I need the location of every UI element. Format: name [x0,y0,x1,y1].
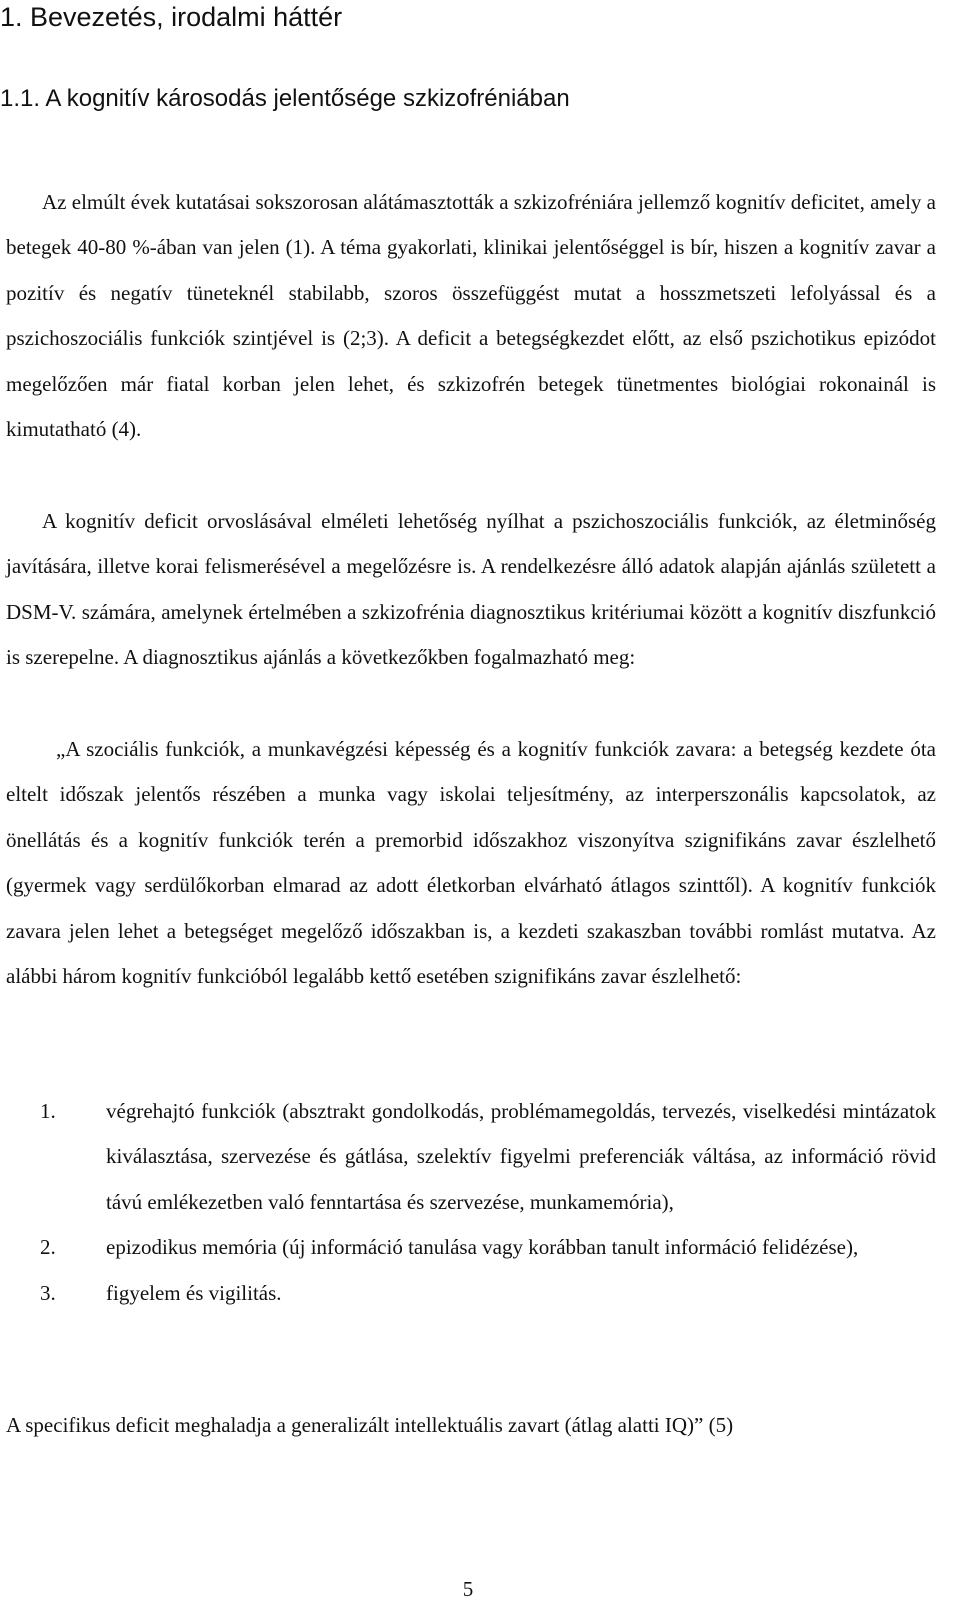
section-heading: 1. Bevezetés, irodalmi háttér [0,2,343,32]
list-item-text: végrehajtó funkciók (absztrakt gondolkodás, problémamegoldás, tervezés, viselkedési mintázatok kiválasztása, szervezése és gátlása, szelektív figyelmi preferenciák váltása, az információ rövid távú emlékezetben való fenntartása és szervezése, munkamemória), [106,1099,936,1214]
closing-sentence: A specifikus deficit meghaladja a generalizált intellektuális zavart (átlag alatti IQ)” (5) [6,1413,734,1437]
list-item-number: 1. [40,1099,56,1123]
list-item-number: 2. [40,1235,56,1260]
page-number: 5 [462,1577,474,1601]
list-item-text: epizodikus memória (új információ tanulása vagy korábban tanult információ felidézése), [106,1235,859,1260]
subsection-heading: 1.1. A kognitív károsodás jelentősége szkizofréniában [0,85,570,112]
cognitive-functions-list [6,1089,936,1316]
paragraph-quote: „A szociális funkciók, a munkavégzési képesség és a kognitív funkciók zavara: a betegség kezdete óta eltelt időszak jelentős részében a munka vagy iskolai teljesítmény, az interperszonális kapcsolatok, az önellátás és a kognitív funkciók terén a premorbid időszakhoz viszonyítva szignifikáns zavar észlelhető (gyermek vagy serdülőkorban elmarad az adott életkorban elvárható átlagos szinttől). A kognitív funkciók zavara jelen lehet a betegséget megelőző időszakban is, a kezdeti szakaszban további romlást mutatva. Az alábbi három kognitív funkcióból legalább kettő esetében szignifikáns zavar észlelhető: [6,737,936,989]
list-item [6,1271,936,1316]
list-item-number: 3. [40,1280,56,1305]
list-item-text: figyelem és vigilitás. [106,1280,282,1305]
paragraph-intro: Az elmúlt évek kutatásai sokszorosan alátámasztották a szkizofréniára jellemző kognitív deficitet, amely a betegek 40-80 %-ában van jelen (1). A téma gyakorlati, klinikai jelentőséggel is bír, hiszen a kognitív zavar a pozitív és negatív tüneteknél stabilabb, szoros összefüggést mutat a hosszmetszeti lefolyással és a pszichoszociális funkciók szintjével is (2;3). A deficit a betegségkezdet előtt, az első pszichotikus epizódot megelőzően már fiatal korban jelen lehet, és szkizofrén betegek tünetmentes biológiai rokonainál is kimutatható (4). [6,190,936,442]
list-item [6,1089,936,1225]
list-item [6,1225,936,1270]
paragraph-diagnostic-proposal: A kognitív deficit orvoslásával elméleti lehetőség nyílhat a pszichoszociális funkciók, az életminőség javítására, illetve korai felismerésével a megelőzésre is. A rendelkezésre álló adatok alapján ajánlás született a DSM-V. számára, amelynek értelmében a szkizofrénia diagnosztikus kritériumai között a kognitív diszfunkció is szerepelne. A diagnosztikus ajánlás a következőkben fogalmazható meg: [6,509,936,670]
